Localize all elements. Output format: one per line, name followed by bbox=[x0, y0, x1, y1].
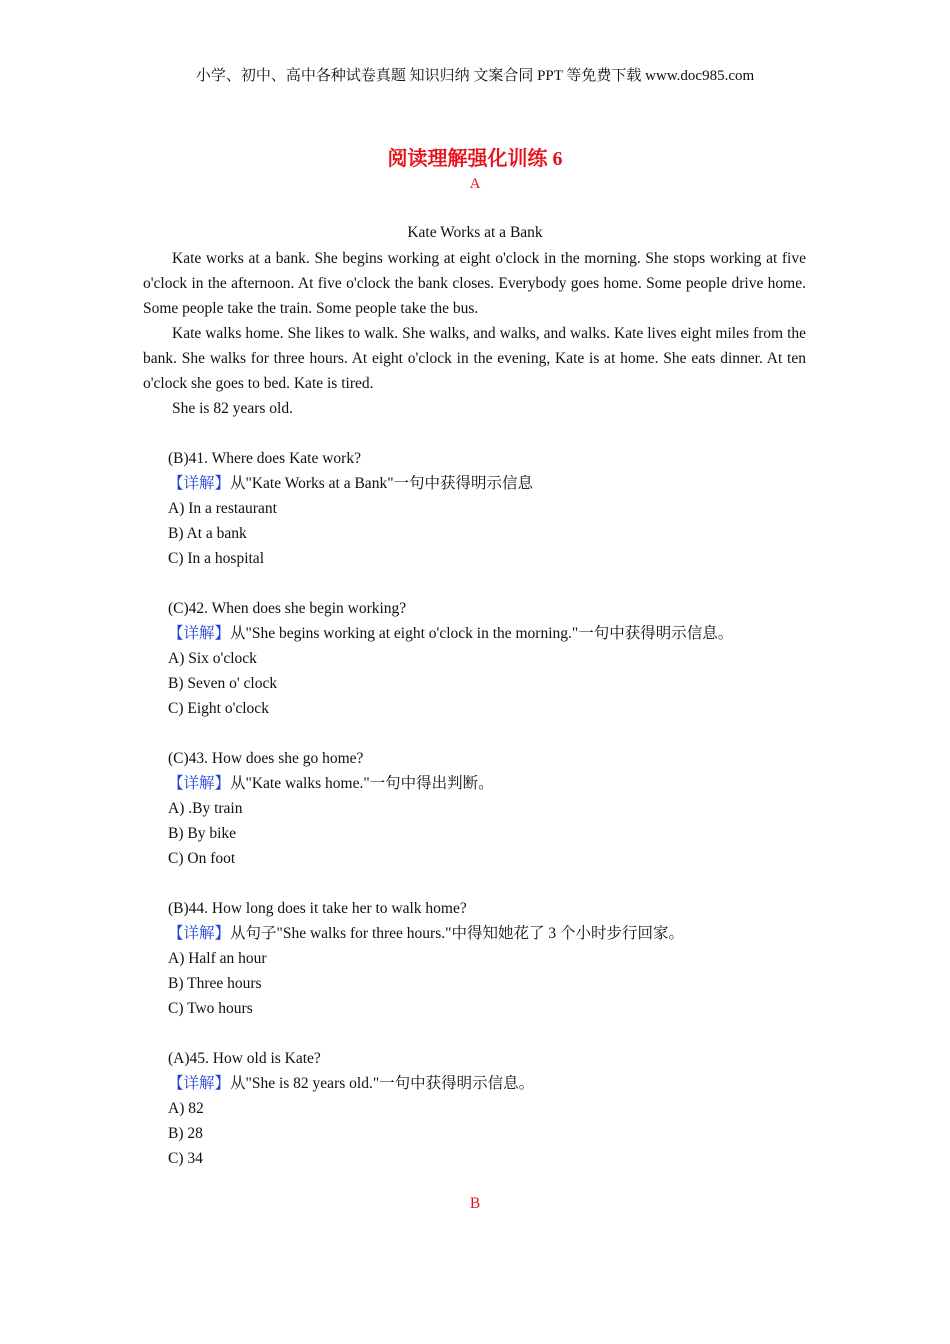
passage-paragraph: She is 82 years old. bbox=[172, 400, 293, 417]
option-a: A) Six o'clock bbox=[168, 650, 257, 667]
question-stem: (B)41. Where does Kate work? bbox=[168, 450, 361, 467]
option-a: A) In a restaurant bbox=[168, 500, 277, 517]
question-explanation bbox=[168, 921, 808, 946]
question-stem: (B)44. How long does it take her to walk home? bbox=[168, 900, 467, 917]
detail-tag: 【详解】 bbox=[168, 925, 231, 942]
passage-title: Kate Works at a Bank bbox=[407, 224, 543, 241]
option-b: B) Three hours bbox=[168, 975, 262, 992]
explanation-text: 从"Kate Works at a Bank"一句中获得明示信息 bbox=[230, 475, 534, 492]
question-explanation bbox=[168, 471, 808, 496]
option-a: A) 82 bbox=[168, 1100, 204, 1117]
option-a: A) .By train bbox=[168, 800, 243, 817]
page-header: 小学、初中、高中各种试卷真题 知识归纳 文案合同 PPT 等免费下载 www.doc985.com bbox=[195, 68, 755, 84]
option-c: C) 34 bbox=[168, 1150, 203, 1167]
detail-tag: 【详解】 bbox=[168, 625, 231, 642]
section-a-label: A bbox=[469, 176, 481, 192]
option-b: B) Seven o' clock bbox=[168, 675, 278, 692]
passage bbox=[143, 246, 806, 421]
question-list bbox=[168, 446, 808, 1196]
question-explanation bbox=[168, 621, 808, 646]
explanation-text: 从"She begins working at eight o'clock in the morning."一句中获得明示信息。 bbox=[230, 625, 734, 642]
explanation-text: 从"She is 82 years old."一句中获得明示信息。 bbox=[230, 1075, 535, 1092]
explanation-text: 从句子"She walks for three hours."中得知她花了 3 个小时步行回家。 bbox=[230, 925, 684, 942]
question-44 bbox=[168, 896, 808, 1021]
passage-paragraph: Kate works at a bank. She begins working at eight o'clock in the morning. She stops working at five o'clock in the afternoon. At five o'clock the bank closes. Everybody goes home. Some people drive home. Some people take the train. Some people take the bus. bbox=[143, 250, 806, 317]
option-b: B) At a bank bbox=[168, 525, 247, 542]
question-explanation bbox=[168, 771, 808, 796]
option-c: C) Eight o'clock bbox=[168, 700, 269, 717]
section-b-label: B bbox=[469, 1195, 481, 1212]
passage-paragraph: Kate walks home. She likes to walk. She walks, and walks, and walks. Kate lives eight miles from the bank. She walks for three hours. At eight o'clock in the evening, Kate is at home. She eats dinner. At ten o'clock she goes to bed. Kate is tired. bbox=[143, 325, 806, 392]
option-c: C) Two hours bbox=[168, 1000, 253, 1017]
option-b: B) 28 bbox=[168, 1125, 203, 1142]
question-explanation bbox=[168, 1071, 808, 1096]
question-42 bbox=[168, 596, 808, 721]
page-title: 阅读理解强化训练 6 bbox=[387, 148, 563, 170]
option-a: A) Half an hour bbox=[168, 950, 267, 967]
detail-tag: 【详解】 bbox=[168, 775, 231, 792]
detail-tag: 【详解】 bbox=[168, 475, 231, 492]
option-c: C) In a hospital bbox=[168, 550, 264, 567]
question-41 bbox=[168, 446, 808, 571]
option-b: B) By bike bbox=[168, 825, 237, 842]
question-stem: (C)42. When does she begin working? bbox=[168, 600, 407, 617]
question-45 bbox=[168, 1046, 808, 1171]
question-stem: (A)45. How old is Kate? bbox=[168, 1050, 321, 1067]
detail-tag: 【详解】 bbox=[168, 1075, 231, 1092]
explanation-text: 从"Kate walks home."一句中得出判断。 bbox=[230, 775, 494, 792]
question-43 bbox=[168, 746, 808, 871]
question-stem: (C)43. How does she go home? bbox=[168, 750, 364, 767]
option-c: C) On foot bbox=[168, 850, 236, 867]
